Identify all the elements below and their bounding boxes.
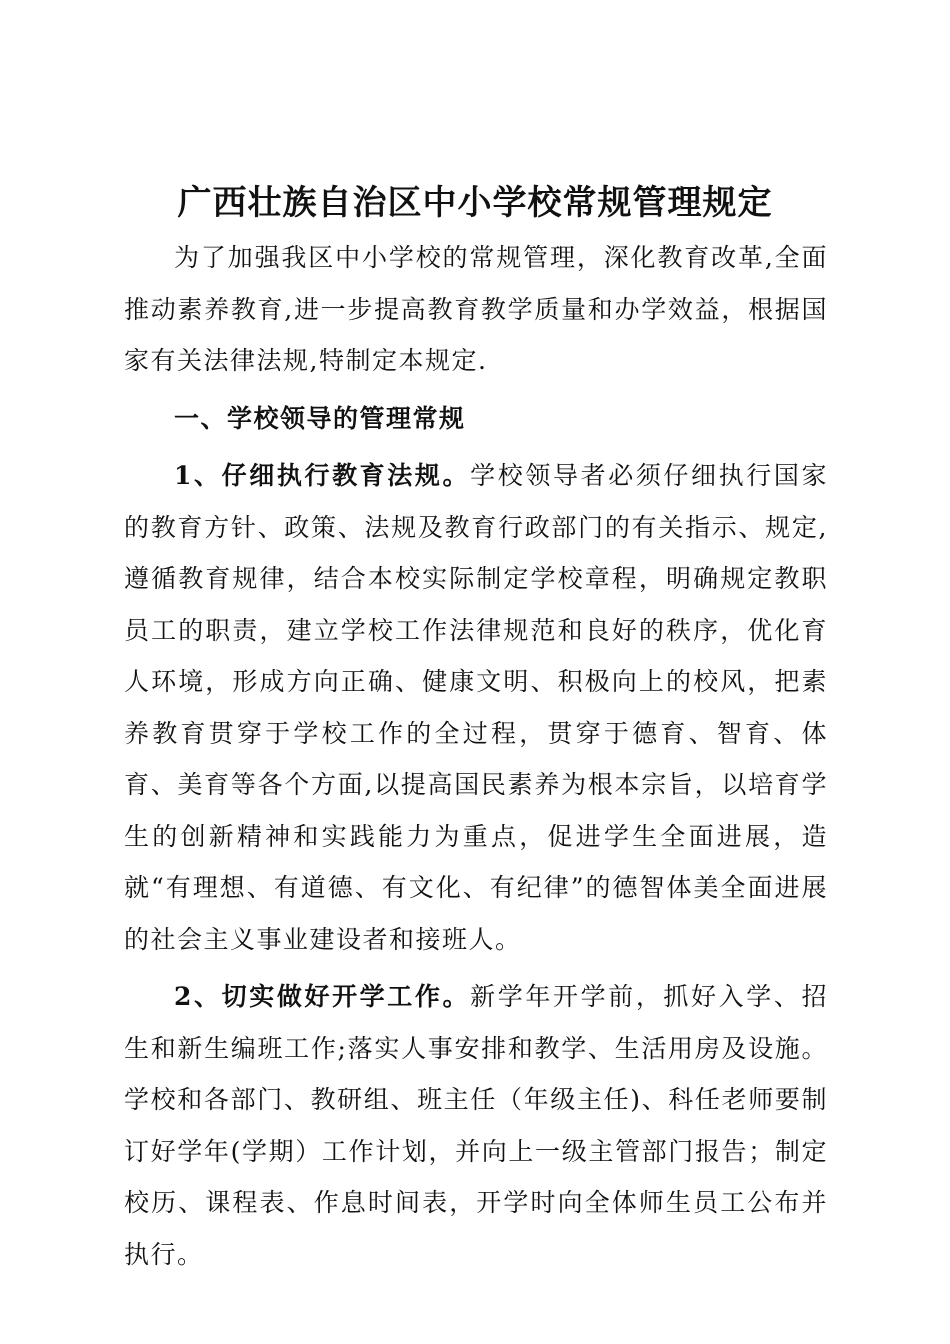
- item-2-paragraph: [124, 971, 828, 1280]
- item-1-text: 学校领导者必须仔细执行国家的教育方针、政策、法规及教育行政部门的有关指示、规定,遵循教育规律，结合本校实际制定学校章程，明确规定教职员工的职责，建立学校工作法律规范和良好的秩序，优化育人环境，形成方向正确、健康文明、积极向上的校风，把素养教育贯穿于学校工作的全过程，贯穿于德育、智育、体育、美育等各个方面,以提高国民素养为根本宗旨，以培育学生的创新精神和实践能力为重点，促进学生全面进展，造就“有理想、有道德、有文化、有纪律”的德智体美全面进展的社会主义事业建设者和接班人。: [124, 461, 828, 954]
- section-heading: 一、学校领导的管理常规: [174, 403, 466, 433]
- item-1-paragraph: [124, 450, 828, 965]
- document-title: 广西壮族自治区中小学校常规管理规定: [177, 183, 773, 223]
- item-2-lead: 2、切实做好开学工作。: [174, 982, 471, 1011]
- item-2-text: 新学年开学前，抓好入学、招生和新生编班工作;落实人事安排和教学、生活用房及设施。学校和各部门、教研组、班主任（年级主任)、科任老师要制订好学年(学期）工作计划，并向上一级主管部门报告；制定校历、课程表、作息时间表，开学时向全体师生员工公布并执行。: [124, 982, 828, 1269]
- intro-paragraph: 为了加强我区中小学校的常规管理，深化教育改革,全面推动素养教育,进一步提高教育教学质量和办学效益，根据国家有关法律法规,特制定本规定.: [124, 243, 828, 375]
- item-1-lead: 1、仔细执行教育法规。: [174, 461, 471, 490]
- document-body: [124, 232, 828, 1280]
